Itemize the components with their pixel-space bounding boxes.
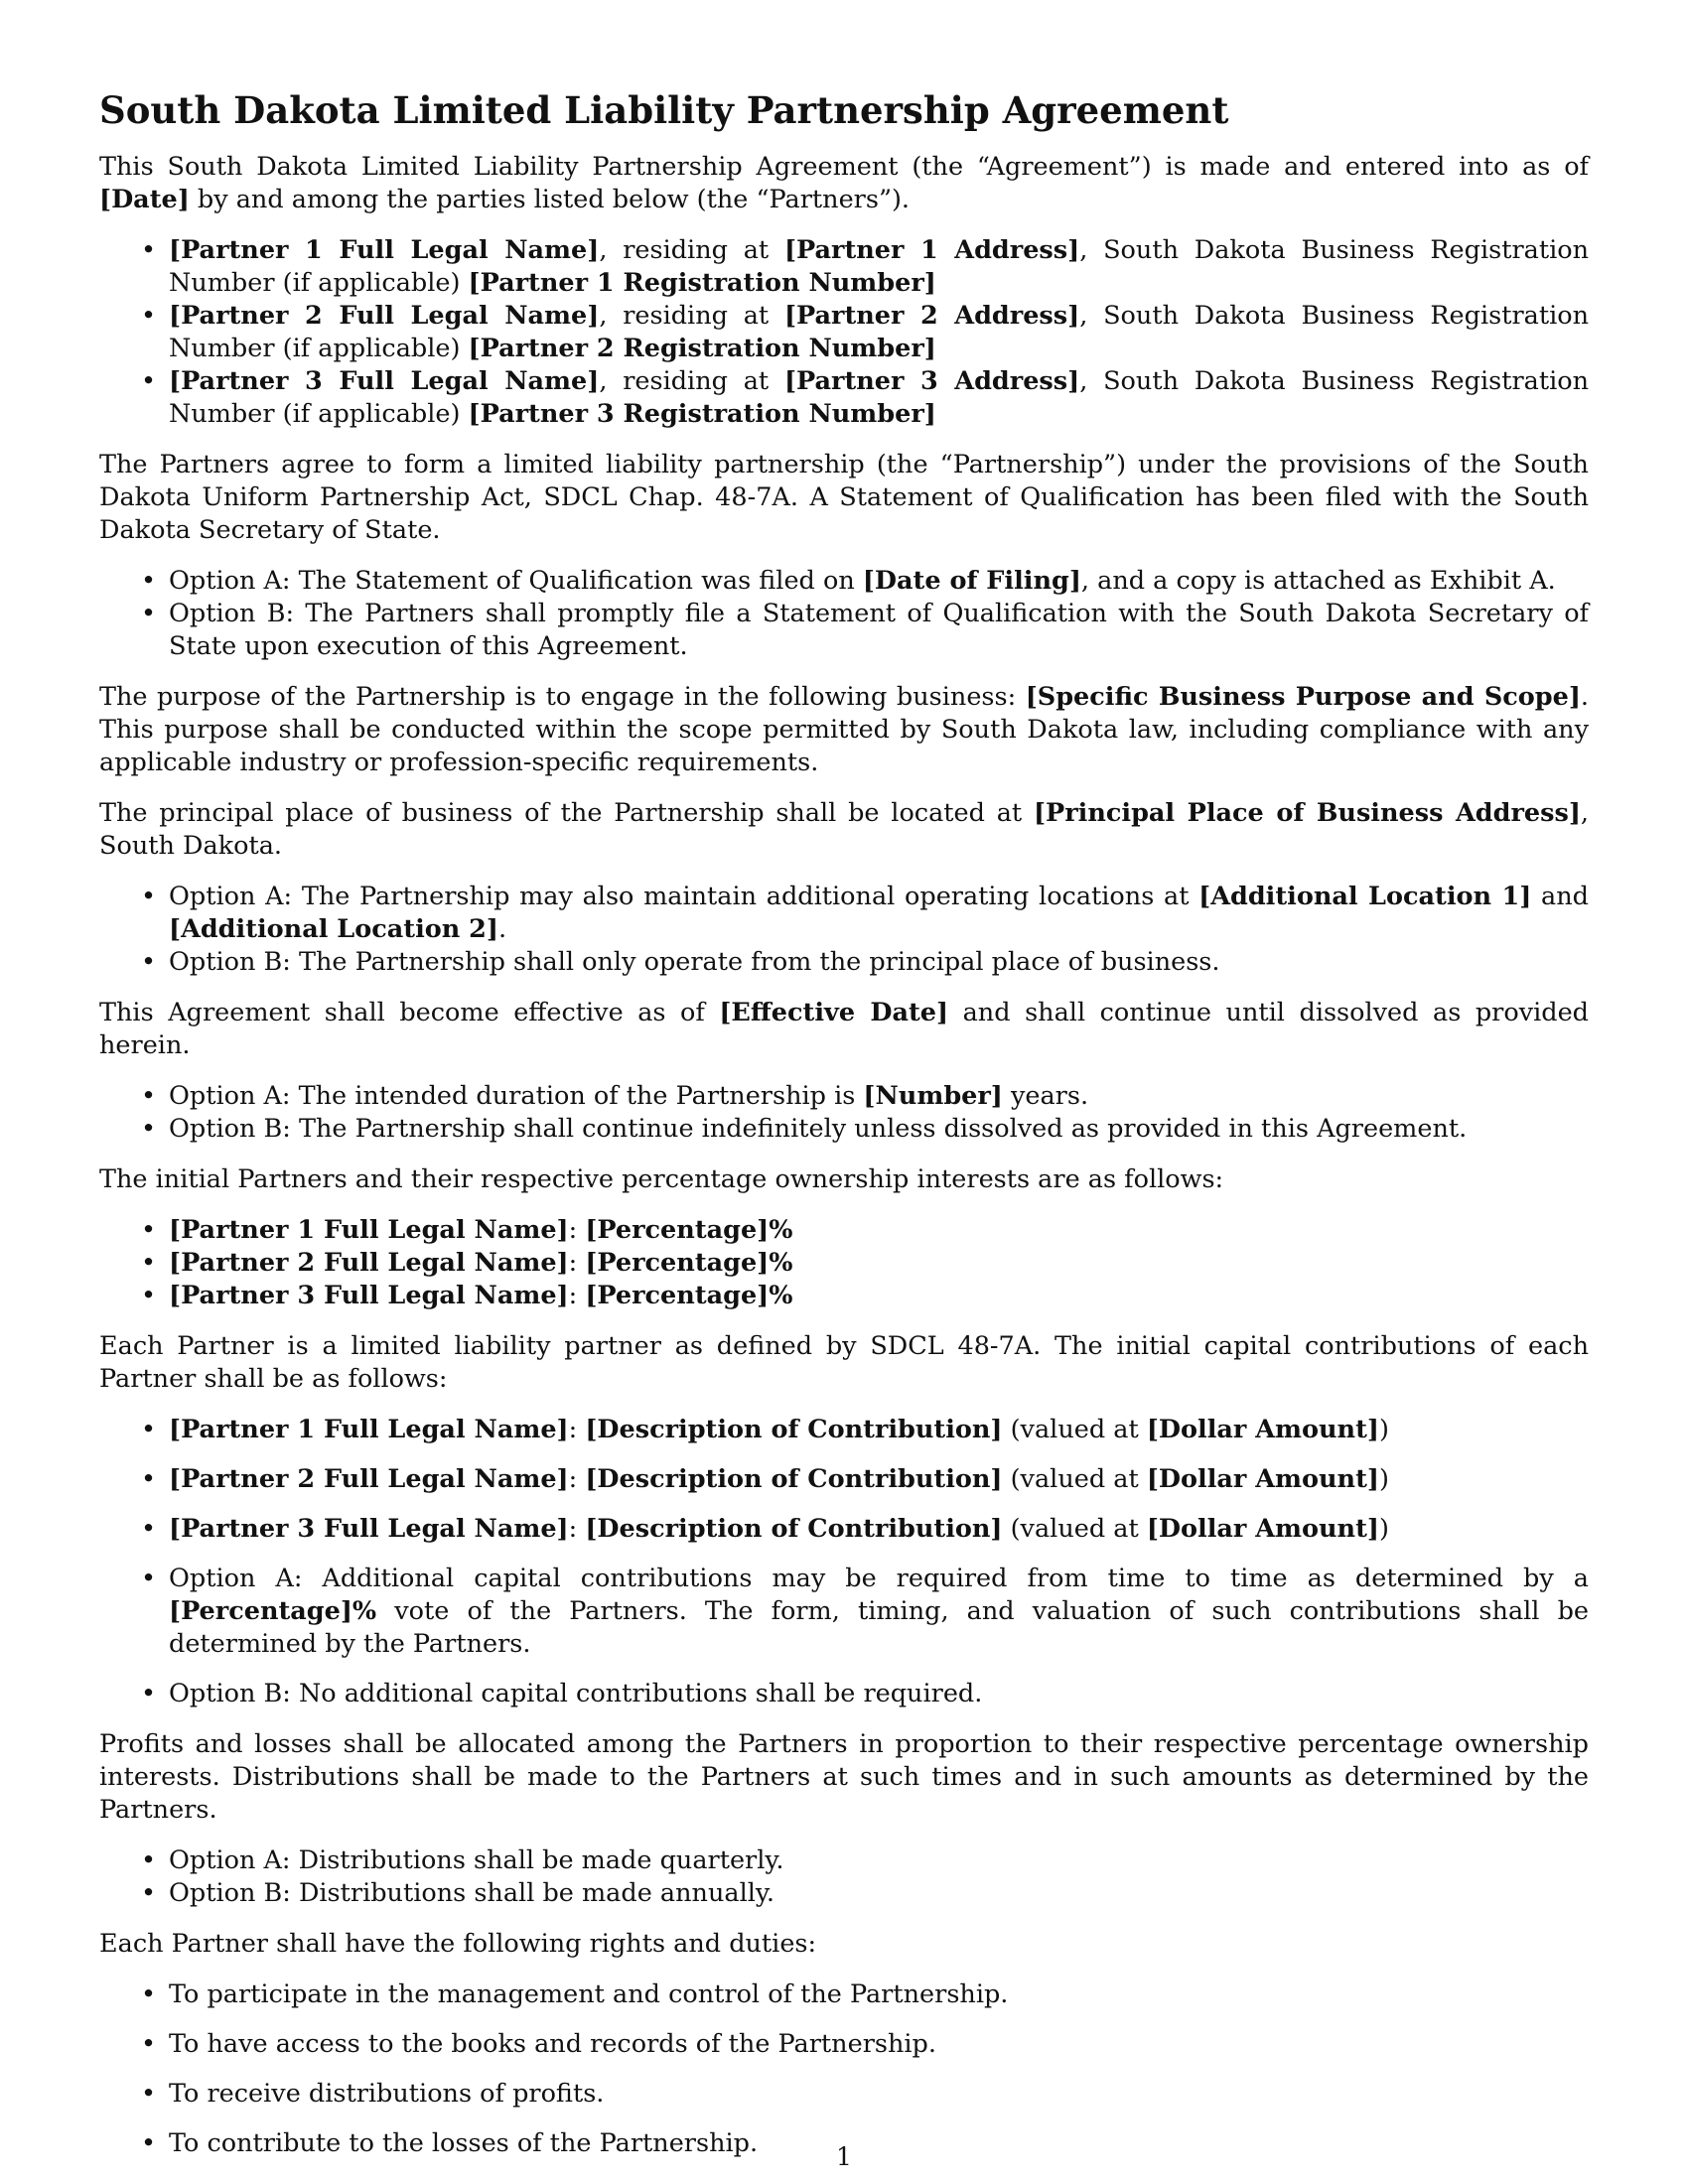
paragraph-text: and shall continue until dissolved as provided herein. — [99, 998, 1589, 1060]
paragraph-text: . This purpose shall be conducted within the scope permitted by South Dakota law, including compliance with any applicable industry or profession-specific requirements. — [99, 682, 1590, 777]
list-item: • To contribute to the losses of the Partnership. — [169, 2127, 1589, 2160]
purpose-paragraph — [99, 681, 1589, 779]
formation-options — [99, 565, 1589, 663]
list-text: years. — [1002, 1081, 1089, 1111]
percentage-field: [Percentage]% — [585, 1281, 793, 1310]
list-item — [169, 1414, 1589, 1446]
list-item — [169, 1080, 1589, 1113]
ownership-list — [99, 1214, 1589, 1312]
list-item — [169, 1247, 1589, 1280]
list-text: Option A: The Partnership may also maintain additional operating locations at — [169, 882, 1199, 911]
rights-paragraph: Each Partner shall have the following rights and duties: — [99, 1929, 817, 1959]
list-text: vote of the Partners. The form, timing, and valuation of such contributions shall be determined by the Partners. — [169, 1596, 1589, 1659]
list-item — [169, 1463, 1589, 1496]
list-item: • To receive distributions of profits. — [169, 2078, 1589, 2111]
list-item: • To have access to the books and records of the Partnership. — [169, 2028, 1589, 2061]
list-text: , and a copy is attached as Exhibit A. — [1080, 566, 1556, 596]
partner-address-field: [Partner 3 Address] — [783, 366, 1080, 396]
partners-list — [99, 234, 1589, 431]
partner-name-field: [Partner 2 Full Legal Name] — [169, 1464, 569, 1494]
principal-address-field: [Principal Place of Business Address] — [1033, 798, 1581, 828]
list-text: ) — [1378, 1415, 1389, 1444]
list-item: • To participate in the management and control of the Partnership. — [169, 1979, 1589, 2011]
list-text: Option A: The Statement of Qualification was filed on — [169, 566, 863, 596]
list-item — [169, 300, 1589, 365]
list-item: • Option B: The Partnership shall only operate from the principal place of business. — [169, 946, 1589, 979]
list-text: , residing at — [599, 301, 784, 331]
dollar-amount-field: [Dollar Amount] — [1146, 1514, 1379, 1544]
term-paragraph — [99, 997, 1589, 1062]
partner-name-field: [Partner 2 Full Legal Name] — [169, 301, 600, 331]
list-text: , South Dakota Business Registration Number (if applicable) — [169, 366, 1590, 429]
list-item: • Option A: Distributions shall be made quarterly. — [169, 1844, 1589, 1877]
list-item — [169, 234, 1589, 300]
list-text: , South Dakota Business Registration Number (if applicable) — [169, 301, 1590, 363]
list-item — [169, 1563, 1589, 1661]
intro-paragraph — [99, 151, 1589, 216]
distribution-options — [99, 1844, 1589, 1910]
list-text: ) — [1378, 1464, 1389, 1494]
paragraph-text: The principal place of business of the Partnership shall be located at — [99, 798, 1034, 828]
list-text: and — [1531, 882, 1589, 911]
document-title: South Dakota Limited Liability Partnership Agreement — [99, 88, 1229, 132]
list-text: : — [568, 1215, 586, 1245]
profits-paragraph: Profits and losses shall be allocated among the Partners in proportion to their respective percentage ownership interests. Distributions shall be made to the Partners at such times and in such amounts as determined by the Partners. — [99, 1729, 1589, 1825]
percentage-field: [Percentage]% — [169, 1596, 377, 1626]
list-item: • Option B: Distributions shall be made annually. — [169, 1877, 1589, 1910]
effective-date-field: [Effective Date] — [719, 998, 949, 1027]
contribution-description-field: [Description of Contribution] — [585, 1514, 1003, 1544]
partner-registration-field: [Partner 1 Registration Number] — [468, 268, 936, 298]
dollar-amount-field: [Dollar Amount] — [1146, 1415, 1379, 1444]
list-text: : — [568, 1281, 586, 1310]
list-item: • Option B: The Partnership shall continue indefinitely unless dissolved as provided in this Agreement. — [169, 1113, 1589, 1146]
paragraph-text: The purpose of the Partnership is to engage in the following business: — [99, 682, 1026, 712]
partner-address-field: [Partner 1 Address] — [783, 235, 1080, 265]
partner-name-field: [Partner 3 Full Legal Name] — [169, 366, 600, 396]
partner-registration-field: [Partner 3 Registration Number] — [468, 399, 936, 429]
partner-name-field: [Partner 3 Full Legal Name] — [169, 1514, 569, 1544]
list-text: (valued at — [1002, 1514, 1147, 1544]
list-text: ) — [1378, 1514, 1389, 1544]
list-item — [169, 365, 1589, 431]
list-item — [169, 1513, 1589, 1546]
intro-text: by and among the parties listed below (the “Partners”). — [189, 185, 911, 214]
ownership-paragraph: The initial Partners and their respective percentage ownership interests are as follows: — [99, 1164, 1224, 1194]
dollar-amount-field: [Dollar Amount] — [1146, 1464, 1379, 1494]
percentage-field: [Percentage]% — [585, 1248, 793, 1278]
partner-name-field: [Partner 1 Full Legal Name] — [169, 235, 600, 265]
page-number: 1 — [836, 2142, 852, 2171]
contribution-description-field: [Description of Contribution] — [585, 1415, 1003, 1444]
list-text: (valued at — [1002, 1415, 1147, 1444]
additional-location-field: [Additional Location 1] — [1198, 882, 1532, 911]
list-text: , residing at — [599, 235, 784, 265]
paragraph-text: , South Dakota. — [99, 798, 1589, 861]
list-text: : — [568, 1464, 586, 1494]
partner-name-field: [Partner 2 Full Legal Name] — [169, 1248, 569, 1278]
term-options — [99, 1080, 1589, 1146]
business-purpose-field: [Specific Business Purpose and Scope] — [1025, 682, 1581, 712]
filing-date-field: [Date of Filing] — [862, 566, 1081, 596]
partner-registration-field: [Partner 2 Registration Number] — [468, 334, 936, 363]
rights-list — [99, 1979, 1589, 2160]
place-options — [99, 881, 1589, 979]
list-text: (valued at — [1002, 1464, 1147, 1494]
list-text: : — [568, 1415, 586, 1444]
additional-location-field: [Additional Location 2] — [169, 914, 498, 944]
list-text: Option A: Additional capital contributions may be required from time to time as determined by a — [169, 1564, 1589, 1593]
intro-text: This South Dakota Limited Liability Partnership Agreement (the “Agreement”) is made and entered into as of — [99, 152, 1589, 182]
list-text: . — [498, 914, 507, 944]
partner-name-field: [Partner 1 Full Legal Name] — [169, 1415, 569, 1444]
list-text: , residing at — [599, 366, 784, 396]
contribution-description-field: [Description of Contribution] — [585, 1464, 1003, 1494]
percentage-field: [Percentage]% — [585, 1215, 793, 1245]
paragraph-text: This Agreement shall become effective as of — [99, 998, 720, 1027]
capital-paragraph: Each Partner is a limited liability partner as defined by SDCL 48-7A. The initial capital contributions of each Partner shall be as follows: — [99, 1331, 1589, 1394]
formation-paragraph: The Partners agree to form a limited liability partnership (the “Partnership”) under the provisions of the South Dakota Uniform Partnership Act, SDCL Chap. 48-7A. A Statement of Qualification has been filed with the South Dakota Secretary of State. — [99, 450, 1589, 545]
place-paragraph — [99, 797, 1589, 863]
list-item — [169, 565, 1589, 598]
document-body — [99, 87, 1589, 2178]
list-text: : — [568, 1514, 586, 1544]
list-item — [169, 1214, 1589, 1247]
partner-name-field: [Partner 1 Full Legal Name] — [169, 1215, 569, 1245]
partner-address-field: [Partner 2 Address] — [783, 301, 1080, 331]
list-item — [169, 1280, 1589, 1312]
duration-number-field: [Number] — [863, 1081, 1003, 1111]
list-item — [169, 881, 1589, 946]
capital-list — [99, 1414, 1589, 1710]
list-item: • Option B: No additional capital contributions shall be required. — [169, 1678, 1589, 1710]
date-field: [Date] — [99, 185, 190, 214]
list-text: : — [568, 1248, 586, 1278]
list-item: • Option B: The Partners shall promptly file a Statement of Qualification with the South Dakota Secretary of State upon execution of this Agreement. — [169, 598, 1589, 663]
list-text: Option A: The intended duration of the Partnership is — [169, 1081, 864, 1111]
list-text: , South Dakota Business Registration Number (if applicable) — [169, 235, 1590, 298]
partner-name-field: [Partner 3 Full Legal Name] — [169, 1281, 569, 1310]
